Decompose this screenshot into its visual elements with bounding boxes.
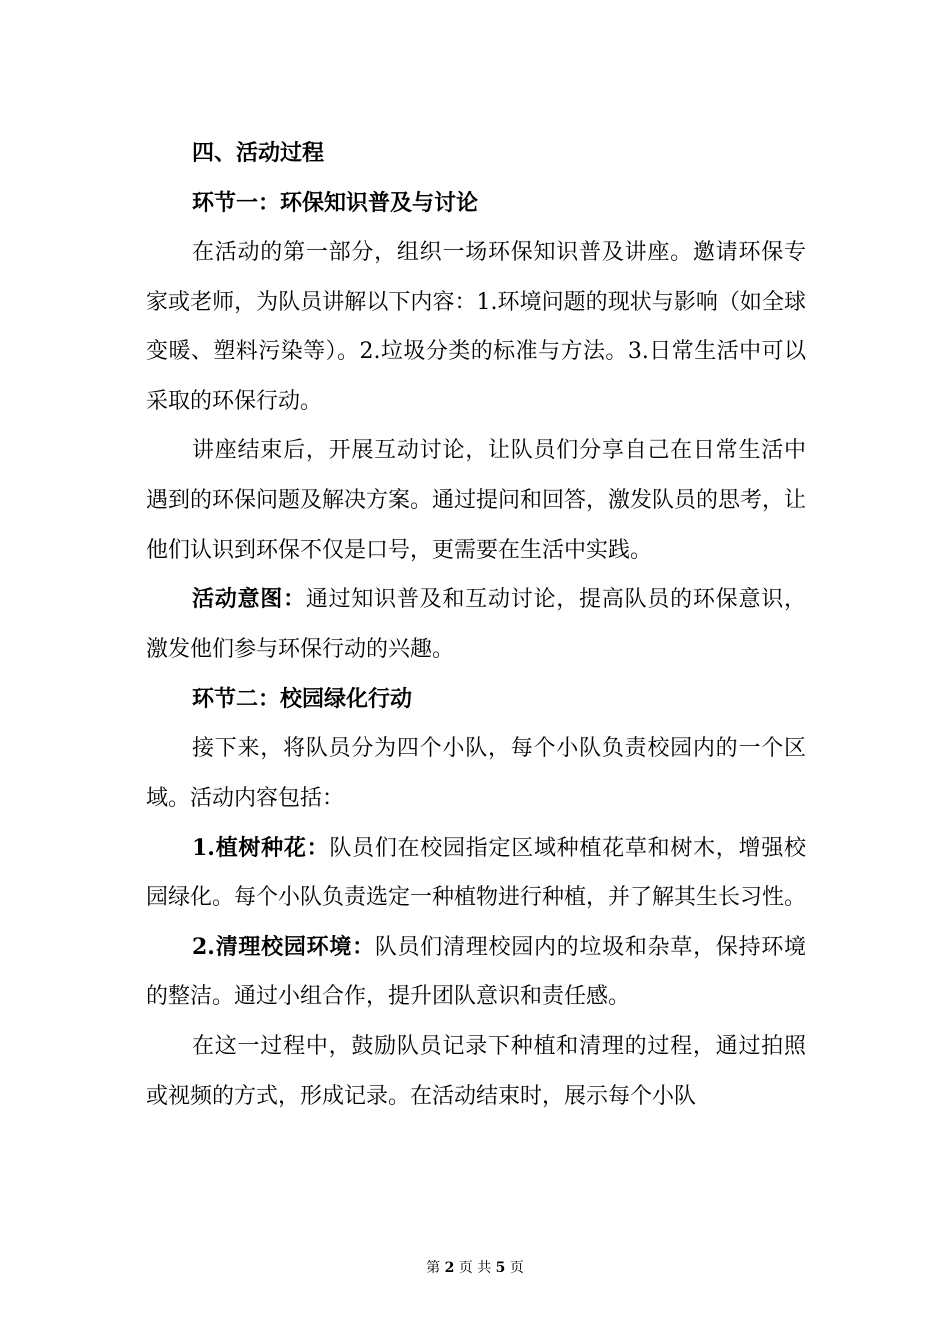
footer-current-page: 2 — [444, 1260, 455, 1276]
footer-prefix: 第 — [426, 1260, 445, 1276]
stage1-paragraph-2: 讲座结束后，开展互动讨论，让队员们分享自己在日常生活中遇到的环保问题及解决方案。通过提问和回答，激发队员的思考，让他们认识到环保不仅是口号，更需要在生活中实践。 — [146, 438, 807, 563]
page-footer — [0, 1258, 950, 1278]
stage2-item-1 — [146, 824, 806, 923]
stage1-paragraph-1: 在活动的第一部分，组织一场环保知识普及讲座。邀请环保专家或老师，为队员讲解以下内容：1.环境问题的现状与影响（如全球变暖、塑料污染等）。2.垃圾分类的标准与方法。3.日常生活中可以采取的环保行动。 — [146, 240, 806, 414]
footer-middle: 页 共 — [454, 1260, 496, 1276]
stage2-item-2 — [146, 923, 806, 1022]
section-title: 四、活动过程 — [192, 140, 325, 166]
footer-suffix: 页 — [505, 1260, 524, 1276]
stage1-title: 环节一：环保知识普及与讨论 — [192, 190, 479, 216]
item1-label: 1.植树种花： — [192, 834, 330, 861]
item2-text: 队员们清理校园内的垃圾和杂草，保持环境的整洁。通过小组合作，提升团队意识和责任感。 — [146, 934, 806, 1010]
footer-total-pages: 5 — [495, 1260, 506, 1276]
stage2-paragraph-1: 接下来，将队员分为四个小队，每个小队负责校园内的一个区域。活动内容包括： — [146, 736, 806, 811]
intent-text: 通过知识普及和互动讨论，提高队员的环保意识，激发他们参与环保行动的兴趣。 — [146, 587, 806, 662]
item1-text: 队员们在校园指定区域种植花草和树木，增强校园绿化。每个小队负责选定一种植物进行种植，并了解其生长习性。 — [146, 835, 807, 911]
item2-label: 2.清理校园环境： — [192, 933, 375, 960]
stage2-paragraph-2: 在这一过程中，鼓励队员记录下种植和清理的过程，通过拍照或视频的方式，形成记录。在活动结束时，展示每个小队 — [146, 1033, 806, 1109]
stage2-title: 环节二：校园绿化行动 — [192, 686, 413, 713]
intent-label: 活动意图： — [192, 586, 306, 613]
stage1-intent — [146, 575, 806, 674]
page-content — [146, 128, 806, 1121]
